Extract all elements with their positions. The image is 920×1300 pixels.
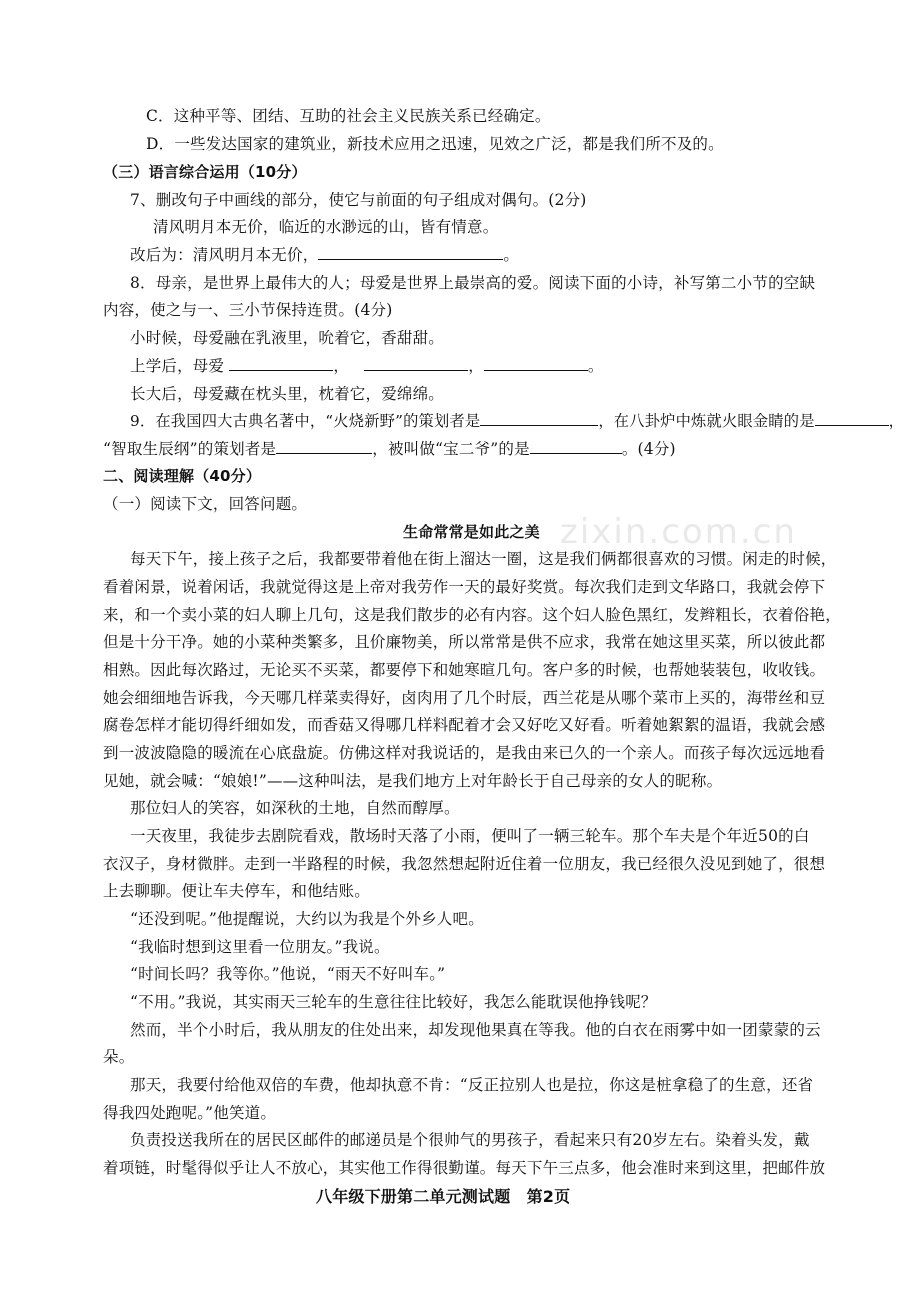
section-heading-language: （三）语言综合运用（10分） bbox=[103, 163, 307, 181]
passage-title: 生命常常是如此之美 bbox=[403, 523, 540, 541]
passage-line: 然而，半个小时后，我从朋友的住处出来，却发现他果真在等我。他的白衣在雨雾中如一团蒙蒙的云 bbox=[130, 1021, 821, 1039]
passage-line: 着项链，时髦得似乎让人不放心，其实他工作得很勤谨。每天下午三点多，他会准时来到这里，把邮件放 bbox=[103, 1159, 826, 1177]
q8-sep-2: ， bbox=[468, 357, 484, 375]
passage-line: 来，和一个卖小菜的妇人聊上几句，这是我们散步的必有内容。这个妇人脸色黑红，发辫粗长，衣着俗艳， bbox=[103, 606, 841, 624]
q8-poem2-prefix: 上学后，母爱 bbox=[130, 357, 225, 375]
passage-line: “不用。”我说，其实雨天三轮车的生意往往比较好，我怎么能耽误他挣钱呢？ bbox=[130, 993, 657, 1011]
passage-line: 那天，我要付给他双倍的车费，他却执意不肯：“反正拉别人也是拉，你这是桩拿稳了的生意，还省 bbox=[130, 1076, 814, 1094]
q9-blank-4[interactable] bbox=[530, 439, 622, 454]
passage-line: 那位妇人的笑容，如深秋的土地，自然而醇厚。 bbox=[130, 799, 460, 817]
page-footer: 八年级下册第二单元测试题 第2页 bbox=[316, 1187, 571, 1206]
q8-poem-stanza2 bbox=[130, 356, 604, 376]
passage-line: 看着闲景，说着闲话，我就觉得这是上帝对我劳作一天的最好奖赏。每次我们走到文华路口，我就会停下 bbox=[103, 578, 826, 596]
q8-sep-1: ， bbox=[333, 357, 350, 375]
passage-line: 上去聊聊。便让车夫停车，和他结账。 bbox=[103, 882, 370, 900]
passage-line: 得我四处跑呢。”他笑道。 bbox=[103, 1104, 277, 1122]
q8-end: 。 bbox=[587, 357, 604, 375]
passage-line: 见她，就会喊：“娘娘!”——这种叫法，是我们地方上对年龄长于自己母亲的女人的昵称。 bbox=[103, 772, 723, 790]
passage-line: “还没到呢。”他提醒说，大约以为我是个外乡人吧。 bbox=[130, 910, 484, 928]
q9-part2: ，在八卦炉中炼就火眼金睛的是 bbox=[598, 412, 815, 430]
passage-line: 朵。 bbox=[103, 1048, 135, 1066]
q7-answer-blank[interactable] bbox=[318, 245, 503, 260]
q8-blank-1[interactable] bbox=[229, 356, 333, 371]
q8-blank-2[interactable] bbox=[364, 356, 468, 371]
q8-poem-stanza3: 长大后，母爱藏在枕头里，枕着它，爱绵绵。 bbox=[130, 385, 445, 403]
passage-line: 负责投送我所在的居民区邮件的邮递员是个很帅气的男孩子，看起来只有20岁左右。染着头发，戴 bbox=[130, 1131, 810, 1149]
q8-prompt-line2: 内容，使之与一、三小节保持连贯。(4分) bbox=[103, 301, 393, 319]
section-heading-reading: 二、阅读理解（40分） bbox=[103, 467, 262, 485]
q9-part4: “智取生辰纲”的策划者是 bbox=[103, 440, 277, 458]
option-d: D．一些发达国家的建筑业，新技术应用之迅速，见效之广泛，都是我们所不及的。 bbox=[146, 135, 724, 153]
option-c: C．这种平等、团结、互助的社会主义民族关系已经确定。 bbox=[146, 107, 551, 125]
q7-answer-prefix: 改后为：清风明月本无价， bbox=[130, 246, 319, 264]
q8-prompt-line1: 8．母亲，是世界上最伟大的人；母爱是世界上最崇高的爱。阅读下面的小诗，补写第二小节的空缺 bbox=[130, 274, 816, 292]
passage-line: 到一波波隐隐的暖流在心底盘旋。仿佛这样对我说话的，是我由来已久的一个亲人。而孩子每次远远地看 bbox=[103, 744, 826, 762]
q9-blank-2[interactable] bbox=[815, 411, 889, 426]
q9-part3: ， bbox=[888, 412, 905, 430]
q9-line2 bbox=[103, 439, 676, 459]
passage-line: 衣汉子，身材微胖。走到一半路程的时候，我忽然想起附近住着一位朋友，我已经很久没见到她了，很想 bbox=[103, 855, 826, 873]
passage-line: “我临时想到这里看一位朋友。”我说。 bbox=[130, 938, 390, 956]
passage-line: 相熟。因此每次路过，无论买不买菜，都要停下和她寒暄几句。客户多的时候，也帮她装装包，收收钱。 bbox=[103, 661, 826, 679]
q8-poem-stanza1: 小时候，母爱融在乳液里，吮着它，香甜甜。 bbox=[130, 329, 445, 347]
reading-subheading: （一）阅读下文，回答问题。 bbox=[103, 495, 308, 513]
passage-line: 但是十分干净。她的小菜种类繁多，且价廉物美，所以常常是供不应求，我常在她这里买菜，所以彼此都 bbox=[103, 633, 826, 651]
passage-line: 腐卷怎样才能切得纤细如发，而香菇又得哪几样料配着才会又好吃又好看。听着她絮絮的温语，我就会感 bbox=[103, 716, 826, 734]
q9-part6: 。(4分) bbox=[621, 440, 676, 458]
q7-sentence: 清风明月本无价，临近的水渺远的山，皆有情意。 bbox=[153, 218, 499, 236]
q7-answer-line bbox=[130, 245, 519, 265]
q9-line1 bbox=[130, 411, 904, 431]
watermark: zixin.com.cn bbox=[560, 512, 797, 552]
q8-blank-3[interactable] bbox=[484, 356, 588, 371]
passage-line: 一天夜里，我徒步去剧院看戏，散场时天落了小雨，便叫了一辆三轮车。那个车夫是个年近50的白 bbox=[130, 827, 810, 845]
passage-line: 她会细细地告诉我，今天哪几样菜卖得好，卤肉用了几个时辰，西兰花是从哪个菜市上买的，海带丝和豆 bbox=[103, 689, 826, 707]
q9-part5: ，被叫做“宝二爷”的是 bbox=[372, 440, 530, 458]
passage-line: “时间长吗？我等你。”他说，“雨天不好叫车。” bbox=[130, 965, 446, 983]
q7-answer-suffix: 。 bbox=[503, 246, 520, 264]
q7-prompt: 7、删改句子中画线的部分，使它与前面的句子组成对偶句。(2分) bbox=[130, 191, 587, 209]
passage-line: 每天下午，接上孩子之后，我都要带着他在街上溜达一圈，这是我们俩都很喜欢的习惯。闲走的时候， bbox=[130, 550, 837, 568]
q9-blank-3[interactable] bbox=[276, 439, 372, 454]
q9-blank-1[interactable] bbox=[480, 411, 598, 426]
q9-part1: 9．在我国四大古典名著中，“火烧新野”的策划者是 bbox=[130, 412, 481, 430]
